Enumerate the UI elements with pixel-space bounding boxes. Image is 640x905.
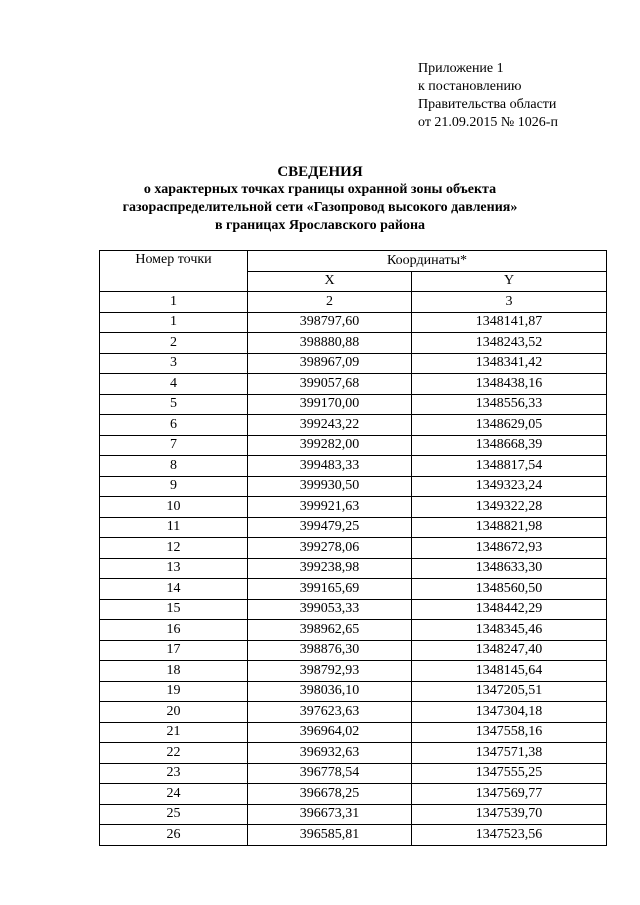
point-number-cell: 20 bbox=[100, 702, 248, 723]
appendix-line: от 21.09.2015 № 1026-п bbox=[418, 115, 558, 130]
column-number: 3 bbox=[412, 292, 607, 313]
table-row bbox=[100, 312, 607, 333]
y-coordinate-cell: 1348672,93 bbox=[412, 538, 607, 559]
point-number-cell: 16 bbox=[100, 620, 248, 641]
y-coordinate-cell: 1347539,70 bbox=[412, 804, 607, 825]
y-coordinate-cell: 1348442,29 bbox=[412, 599, 607, 620]
x-coordinate-cell: 398967,09 bbox=[248, 353, 412, 374]
x-coordinate-cell: 399243,22 bbox=[248, 415, 412, 436]
x-coordinate-cell: 399921,63 bbox=[248, 497, 412, 518]
heading-line: газораспределительной сети «Газопровод высокого давления» bbox=[122, 200, 518, 215]
table-row bbox=[100, 661, 607, 682]
point-number-cell: 17 bbox=[100, 640, 248, 661]
point-number-cell: 23 bbox=[100, 763, 248, 784]
appendix-line: Правительства области bbox=[418, 97, 557, 112]
point-number-cell: 7 bbox=[100, 435, 248, 456]
heading-line: в границах Ярославского района bbox=[214, 218, 426, 233]
y-coordinate-cell: 1347205,51 bbox=[412, 681, 607, 702]
point-number-cell: 9 bbox=[100, 476, 248, 497]
table-row bbox=[100, 558, 607, 579]
x-coordinate-cell: 398962,65 bbox=[248, 620, 412, 641]
appendix-block bbox=[418, 60, 558, 132]
point-number-cell: 26 bbox=[100, 825, 248, 846]
point-number-cell: 25 bbox=[100, 804, 248, 825]
table-row bbox=[100, 702, 607, 723]
y-coordinate-cell: 1347569,77 bbox=[412, 784, 607, 805]
point-number-cell: 11 bbox=[100, 517, 248, 538]
point-number-cell: 12 bbox=[100, 538, 248, 559]
table-row bbox=[100, 620, 607, 641]
header-x: X bbox=[248, 271, 412, 292]
y-coordinate-cell: 1349322,28 bbox=[412, 497, 607, 518]
point-number-cell: 4 bbox=[100, 374, 248, 395]
y-coordinate-cell: 1347558,16 bbox=[412, 722, 607, 743]
x-coordinate-cell: 396673,31 bbox=[248, 804, 412, 825]
x-coordinate-cell: 396964,02 bbox=[248, 722, 412, 743]
table-row bbox=[100, 538, 607, 559]
y-coordinate-cell: 1348141,87 bbox=[412, 312, 607, 333]
table-row bbox=[100, 517, 607, 538]
x-coordinate-cell: 399238,98 bbox=[248, 558, 412, 579]
table-row bbox=[100, 784, 607, 805]
y-coordinate-cell: 1348817,54 bbox=[412, 456, 607, 477]
table-row bbox=[100, 353, 607, 374]
table-row bbox=[100, 435, 607, 456]
y-coordinate-cell: 1348341,42 bbox=[412, 353, 607, 374]
table-body bbox=[100, 312, 607, 845]
x-coordinate-cell: 399479,25 bbox=[248, 517, 412, 538]
point-number-cell: 18 bbox=[100, 661, 248, 682]
point-number-cell: 2 bbox=[100, 333, 248, 354]
y-coordinate-cell: 1348668,39 bbox=[412, 435, 607, 456]
table-row bbox=[100, 681, 607, 702]
point-number-cell: 10 bbox=[100, 497, 248, 518]
table-row bbox=[100, 763, 607, 784]
x-coordinate-cell: 398797,60 bbox=[248, 312, 412, 333]
x-coordinate-cell: 396678,25 bbox=[248, 784, 412, 805]
y-coordinate-cell: 1347304,18 bbox=[412, 702, 607, 723]
table-row bbox=[100, 599, 607, 620]
y-coordinate-cell: 1348243,52 bbox=[412, 333, 607, 354]
y-coordinate-cell: 1349323,24 bbox=[412, 476, 607, 497]
table-row bbox=[100, 743, 607, 764]
x-coordinate-cell: 397623,63 bbox=[248, 702, 412, 723]
y-coordinate-cell: 1348247,40 bbox=[412, 640, 607, 661]
point-number-cell: 8 bbox=[100, 456, 248, 477]
table-row bbox=[100, 804, 607, 825]
point-number-cell: 3 bbox=[100, 353, 248, 374]
y-coordinate-cell: 1348560,50 bbox=[412, 579, 607, 600]
header-point-number: Номер точки bbox=[100, 251, 248, 292]
header-y: Y bbox=[412, 271, 607, 292]
x-coordinate-cell: 398880,88 bbox=[248, 333, 412, 354]
x-coordinate-cell: 399930,50 bbox=[248, 476, 412, 497]
point-number-cell: 21 bbox=[100, 722, 248, 743]
y-coordinate-cell: 1348629,05 bbox=[412, 415, 607, 436]
table-row bbox=[100, 476, 607, 497]
table-row bbox=[100, 456, 607, 477]
x-coordinate-cell: 399278,06 bbox=[248, 538, 412, 559]
point-number-cell: 24 bbox=[100, 784, 248, 805]
x-coordinate-cell: 399165,69 bbox=[248, 579, 412, 600]
y-coordinate-cell: 1348438,16 bbox=[412, 374, 607, 395]
y-coordinate-cell: 1348345,46 bbox=[412, 620, 607, 641]
document-title: СВЕДЕНИЯ bbox=[277, 164, 363, 180]
table-row bbox=[100, 333, 607, 354]
x-coordinate-cell: 396778,54 bbox=[248, 763, 412, 784]
point-number-cell: 13 bbox=[100, 558, 248, 579]
point-number-cell: 15 bbox=[100, 599, 248, 620]
point-number-cell: 5 bbox=[100, 394, 248, 415]
header-coordinates: Координаты* bbox=[248, 251, 607, 272]
x-coordinate-cell: 396932,63 bbox=[248, 743, 412, 764]
point-number-cell: 14 bbox=[100, 579, 248, 600]
y-coordinate-cell: 1347523,56 bbox=[412, 825, 607, 846]
column-number: 2 bbox=[248, 292, 412, 313]
point-number-cell: 19 bbox=[100, 681, 248, 702]
x-coordinate-cell: 398876,30 bbox=[248, 640, 412, 661]
y-coordinate-cell: 1347555,25 bbox=[412, 763, 607, 784]
x-coordinate-cell: 398036,10 bbox=[248, 681, 412, 702]
x-coordinate-cell: 399483,33 bbox=[248, 456, 412, 477]
point-number-cell: 22 bbox=[100, 743, 248, 764]
table-row bbox=[100, 722, 607, 743]
table-row bbox=[100, 374, 607, 395]
appendix-line: Приложение 1 bbox=[418, 61, 504, 76]
table-row bbox=[100, 415, 607, 436]
table-row bbox=[100, 640, 607, 661]
table-row bbox=[100, 394, 607, 415]
x-coordinate-cell: 399282,00 bbox=[248, 435, 412, 456]
x-coordinate-cell: 398792,93 bbox=[248, 661, 412, 682]
x-coordinate-cell: 396585,81 bbox=[248, 825, 412, 846]
document-heading bbox=[0, 163, 640, 235]
appendix-line: к постановлению bbox=[418, 79, 522, 94]
x-coordinate-cell: 399170,00 bbox=[248, 394, 412, 415]
x-coordinate-cell: 399057,68 bbox=[248, 374, 412, 395]
y-coordinate-cell: 1348821,98 bbox=[412, 517, 607, 538]
column-number: 1 bbox=[100, 292, 248, 313]
table-row bbox=[100, 825, 607, 846]
table-row bbox=[100, 497, 607, 518]
y-coordinate-cell: 1348556,33 bbox=[412, 394, 607, 415]
coordinates-table bbox=[99, 250, 607, 846]
point-number-cell: 1 bbox=[100, 312, 248, 333]
point-number-cell: 6 bbox=[100, 415, 248, 436]
heading-line: о характерных точках границы охранной зоны объекта bbox=[143, 182, 497, 197]
table-row bbox=[100, 579, 607, 600]
table-header-row bbox=[100, 251, 607, 272]
x-coordinate-cell: 399053,33 bbox=[248, 599, 412, 620]
y-coordinate-cell: 1348633,30 bbox=[412, 558, 607, 579]
column-number-row bbox=[100, 292, 607, 313]
y-coordinate-cell: 1347571,38 bbox=[412, 743, 607, 764]
y-coordinate-cell: 1348145,64 bbox=[412, 661, 607, 682]
